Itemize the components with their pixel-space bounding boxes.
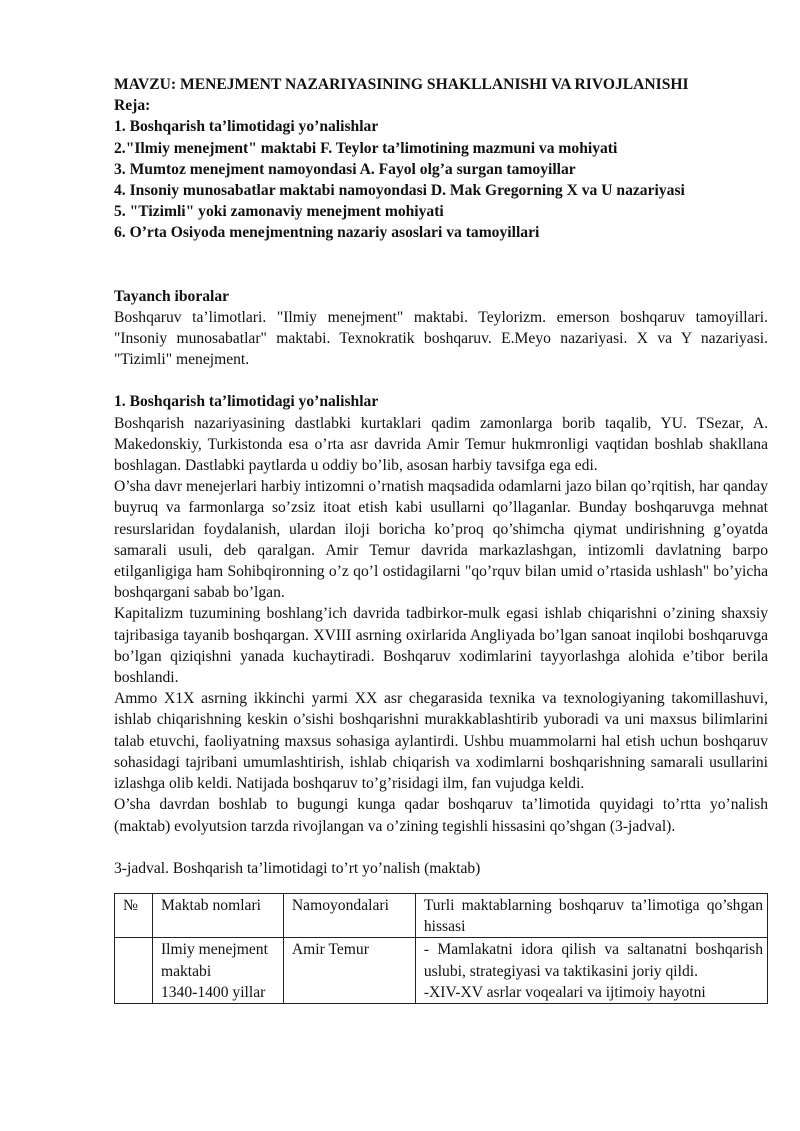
keywords-heading: Tayanch iboralar — [114, 287, 230, 305]
header-contribution: Turli maktablarning boshqaruv ta’limotiga qo’shgan hissasi — [415, 893, 767, 937]
document-page — [114, 74, 768, 1004]
table-header-row — [115, 893, 768, 937]
cell-representative: Amir Temur — [283, 938, 415, 1004]
cell-school: Ilmiy menejment maktabi 1340-1400 yillar — [152, 938, 283, 1004]
paragraph: Kapitalizm tuzumining boshlang’ich davrida tadbirkor-mulk egasi ishlab chiqarishni o’zining shaxsiy tajribasiga tayanib boshqargan. XVIII asrning oxirlarida Angliyada bo’lgan sanoat inqilobi boshqaruvga bo’lgan qiziqishni yanada kuchaytiradi. Boshqaruv xodimlarini tayyorlashga alohida e’tibor berila boshlandi. — [114, 605, 768, 687]
paragraph: O’sha davrdan boshlab to bugungi kunga qadar boshqaruv ta’limotida quyidagi to’rtta yo’nalish (maktab) evolyutsion tarzda rivojlangan va o’zining tegishli hissasini qo’shgan (3-jadval). — [114, 796, 768, 835]
paragraph: Ammo X1X asrning ikkinchi yarmi XX asr chegarasida texnika va texnologiyaning takomillashuvi, ishlab chiqarishning keskin o’sishi boshqarishni murakkablashtirib yuboradi va uni maxsus bilimlarini talab etuvchi, faoliyatning maxsus sohasiga aylantirdi. Ushbu muammolarni hal etish uchun boshqaruv sohasidagi tajribani umumlashtirish, ishlab chiqarish va xodimlarni boshqarishning samarali usullarini izlashga olib keldi. Natijada boshqaruv to’g’risidagi ilm, fan vujudga keldi. — [114, 690, 768, 793]
keywords-text: Boshqaruv ta’limotlari. "Ilmiy menejment" maktabi. Teylorizm. emerson boshqaruv tamoyillari. "Insoniy munosabatlar" maktabi. Texnokratik boshqaruv. E.Meyo nazariyasi. X va Y nazariyasi. "Tizimli" menejment. — [114, 308, 768, 369]
plan-list — [114, 116, 768, 243]
paragraph: O’sha davr menejerlari harbiy intizomni o’rnatish maqsadida odamlarni jazo bilan qo’rqitish, har qanday buyruq va farmonlarga so’zsiz itoat etish kabi usullarni qo’llaganlar. Bunday boshqaruvga mehnat resurslaridan foydalanish, ulardan iloji boricha ko’proq qo’shimcha qiymat undirishning g’oyatda samarali usuli, deb qaralgan. Amir Temur davrida markazlashgan, intizomli davlatning barpo etilganligiga ham Sohibqironning o’z qo’l ostidagilarni "qo’rquv bilan umid o’rtasida ushlash" bo’yicha boshqargani sabab bo’lgan. — [114, 478, 768, 602]
header-number: № — [115, 893, 153, 937]
plan-item: 1. Boshqarish ta’limotidagi yo’nalishlar — [114, 118, 379, 136]
section-heading: 1. Boshqarish ta’limotidagi yo’nalishlar — [114, 393, 379, 411]
plan-item: 5. "Tizimli" yoki zamonaviy menejment mohiyati — [114, 203, 444, 221]
plan-item: 6. O’rta Osiyoda menejmentning nazariy asoslari va tamoyillari — [114, 224, 540, 242]
table-caption: 3-jadval. Boshqarish ta’limotidagi to’rt yo’nalish (maktab) — [114, 859, 481, 877]
cell-number — [115, 938, 153, 1004]
plan-heading: Reja: — [114, 97, 151, 115]
cell-contribution: - Mamlakatni idora qilish va saltanatni boshqarish uslubi, strategiyasi va taktikasini joriy qildi. -XIV-XV asrlar voqealari va ijtimoiy hayotni — [415, 938, 767, 1004]
header-representatives: Namoyondalari — [283, 893, 415, 937]
plan-item: 2."Ilmiy menejment" maktabi F. Teylor ta’limotining mazmuni va mohiyati — [114, 139, 618, 157]
plan-item: 3. Mumtoz menejment namoyondasi A. Fayol olg’a surgan tamoyillar — [114, 160, 576, 178]
paragraph: Boshqarish nazariyasining dastlabki kurtaklari qadim zamonlarga borib taqalib, YU. TSezar, A. Makedonskiy, Turkistonda esa o’rta asr davrida Amir Temur hukmronligi vaqtidan boshlab shakllana boshlagan. Dastlabki paytlarda u oddiy bo’lib, asosan harbiy tavsifga ega edi. — [114, 414, 768, 475]
table-row — [115, 938, 768, 1004]
document-title: MAVZU: MENEJMENT NAZARIYASINING SHAKLLANISHI VA RIVOJLANISHI — [114, 76, 689, 93]
plan-item: 4. Insoniy munosabatlar maktabi namoyondasi D. Mak Gregorning X va U nazariyasi — [114, 182, 685, 200]
header-school-names: Maktab nomlari — [152, 893, 283, 937]
schools-table — [114, 893, 768, 1004]
